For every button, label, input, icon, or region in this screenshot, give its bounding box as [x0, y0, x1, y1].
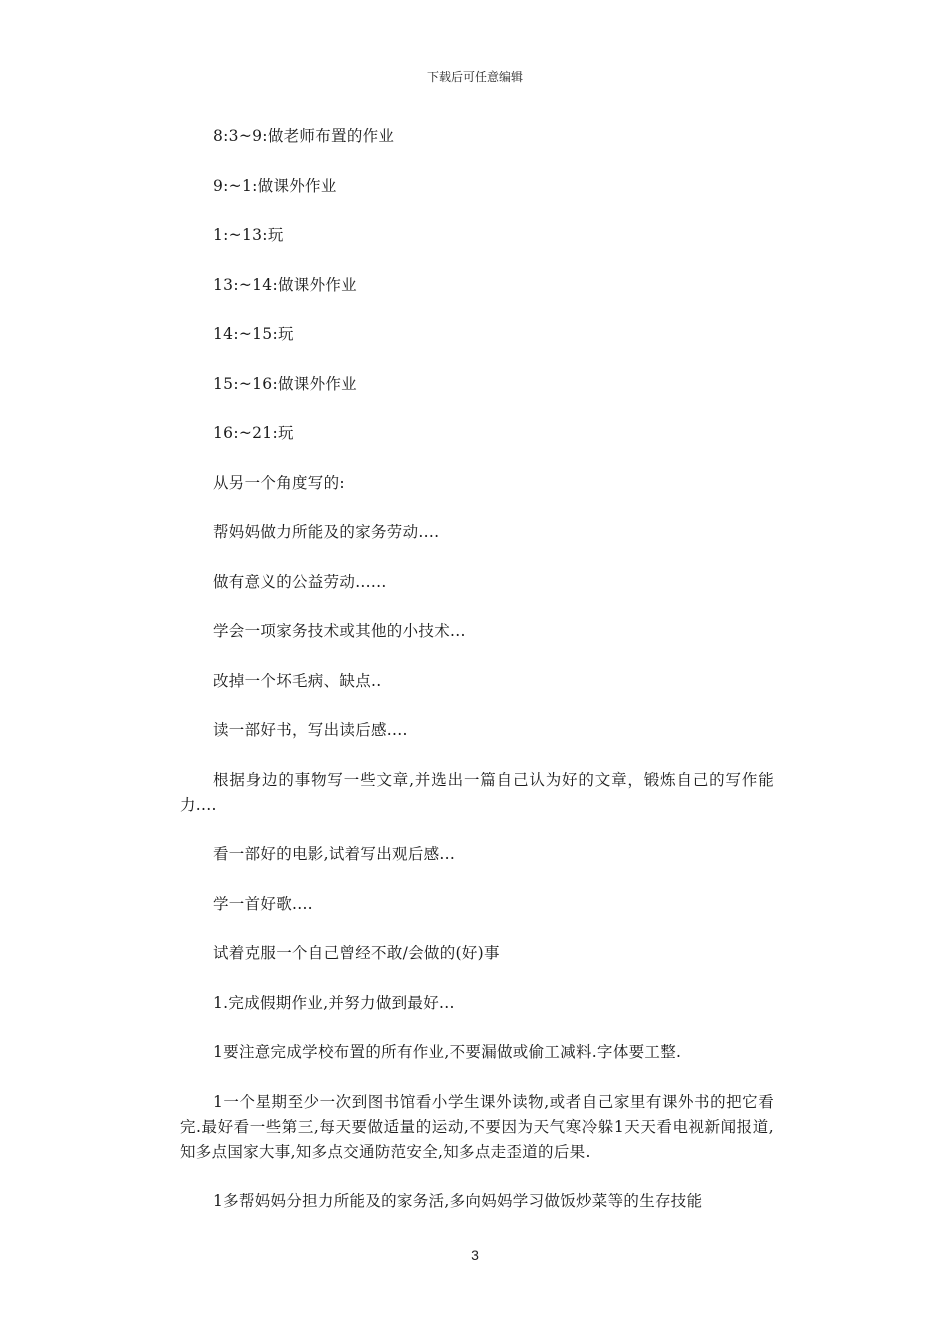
paragraph: 1一个星期至少一次到图书馆看小学生课外读物,或者自己家里有课外书的把它看完.最好看一些第三,每天要做适量的运动,不要因为天气寒冷躲1天天看电视新闻报道,知多点国家大事,知多点交通防范安全,知多点走歪道的后果.: [180, 1092, 774, 1161]
paragraph: 帮妈妈做力所能及的家务劳动....: [213, 523, 440, 541]
paragraph: 根据身边的事物写一些文章,并选出一篇自己认为好的文章，锻炼自己的写作能力....: [180, 770, 774, 814]
paragraph: 学一首好歌....: [213, 894, 313, 913]
paragraph: 1.完成假期作业,并努力做到最好...: [213, 993, 455, 1012]
document-body: [180, 124, 774, 1239]
paragraph: 13:~14:做课外作业: [213, 275, 357, 294]
paragraph: 1多帮妈妈分担力所能及的家务活,多向妈妈学习做饭炒菜等的生存技能: [213, 1192, 703, 1210]
paragraph: 学会一项家务技术或其他的小技术...: [213, 622, 466, 640]
paragraph: 1要注意完成学校布置的所有作业,不要漏做或偷工减料.字体要工整.: [213, 1043, 682, 1061]
paragraph: 从另一个角度写的:: [213, 473, 345, 492]
paragraph: 14:~15:玩: [213, 325, 294, 343]
paragraph: 8:3~9:做老师布置的作业: [213, 127, 395, 145]
page-number: 3: [471, 1247, 479, 1263]
paragraph: 试着克服一个自己曾经不敢/会做的(好)事: [213, 944, 500, 962]
paragraph: 看一部好的电影,试着写出观后感...: [213, 845, 456, 863]
paragraph: 16:~21:玩: [213, 424, 294, 442]
page-header: 下载后可任意编辑: [426, 70, 523, 84]
paragraph: 读一部好书，写出读后感....: [213, 721, 408, 739]
paragraph: 做有意义的公益劳动......: [213, 572, 387, 591]
paragraph: 15:~16:做课外作业: [213, 374, 357, 393]
paragraph: 改掉一个坏毛病、缺点..: [213, 671, 382, 690]
paragraph: 9:~1:做课外作业: [213, 176, 337, 195]
paragraph: 1:~13:玩: [213, 226, 284, 244]
